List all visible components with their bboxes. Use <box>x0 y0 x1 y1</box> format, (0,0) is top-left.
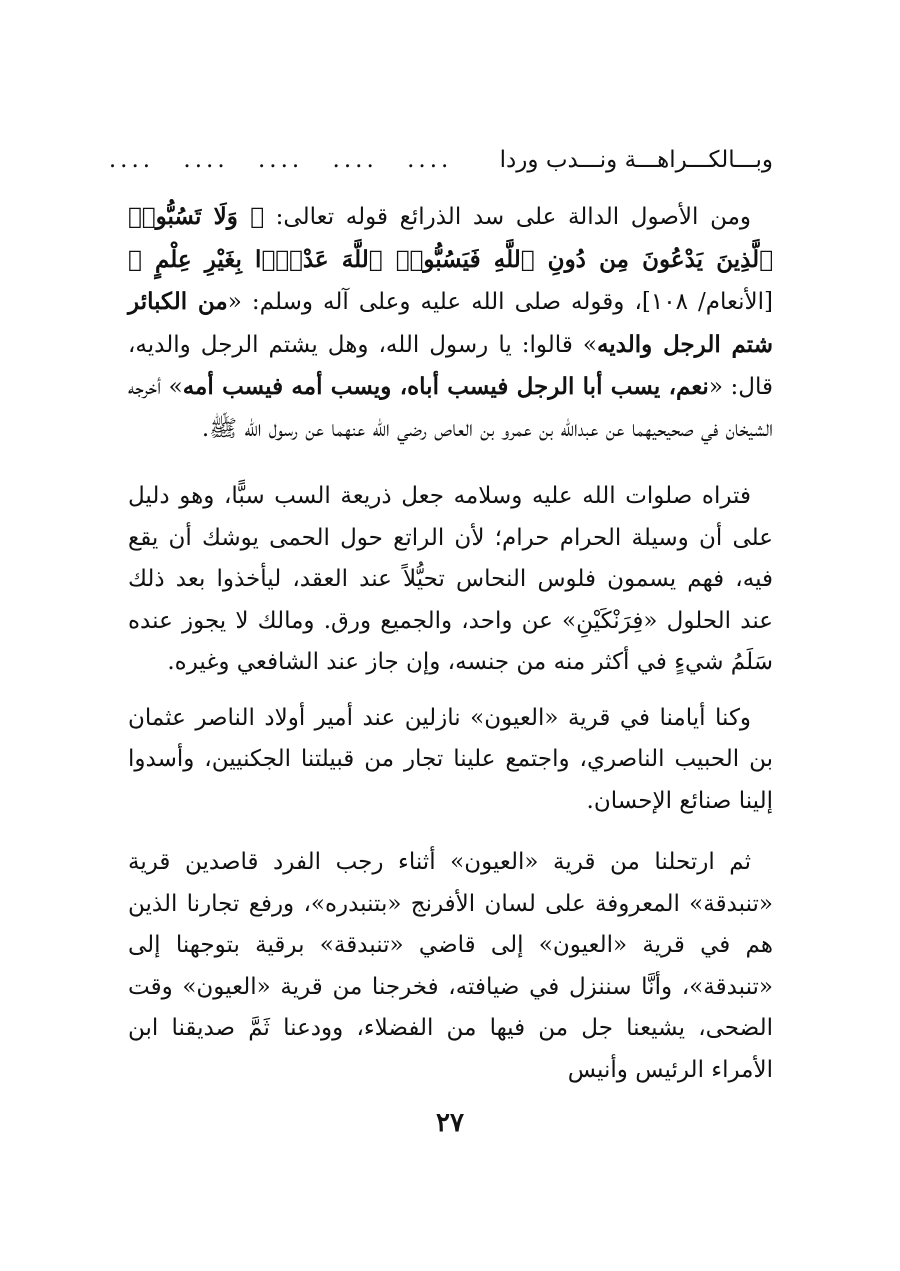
body-text <box>128 196 773 1091</box>
paragraph-4: ثم ارتحلنا من قرية «العيون» أثناء رجب الفرد قاصدين قرية «تنبدقة» المعروفة على لسان الأفرنج «بتنبدره»، ورفع تجارنا الذين هم في قرية «العيون» إلى قاضي «تنبدقة» برقية بتوجهنا إلى «تنبدقة»، وأنَّا سننزل في ضيافته، فخرجنا من قرية «العيون» وقت الضحى، يشيعنا جل من فيها من الفضلاء، وودعنا ثَمَّ صديقنا ابن الأمراء الرئيس وأنيس <box>128 849 773 1083</box>
verse-text: وبـــالكـــراهـــة ونـــدب وردا <box>499 147 773 173</box>
dots: .... <box>183 147 229 173</box>
hadith-bold: نعم، يسب أبا الرجل فيسب أباه، ويسب أمه فيسب أمه <box>182 373 709 400</box>
paragraph-2: فتراه صلوات الله عليه وسلامه جعل ذريعة السب سبًّا، وهو دليل على أن وسيلة الحرام حرام؛ لأن الراتع حول الحمى يوشك أن يقع فيه، فهم يسمون فلوس النحاس تحيُّلاً عند العقد، ليأخذوا بعد ذلك عند الحلول «فِرَنْكَيْنِ» عن واحد، والجميع ورق. ومالك لا يجوز عنده سَلَمُ شيءٍ في أكثر منه من جنسه، وإن جاز عند الشافعي وغيره. <box>128 483 773 675</box>
verse-line <box>108 142 773 178</box>
hadith-bold: من الكبائر شتم الرجل والديه <box>128 288 773 358</box>
dots: .... <box>332 147 378 173</box>
dots: .... <box>108 147 155 173</box>
page-number: ٢٧ <box>436 1108 464 1138</box>
quran-verse: ﴿ وَلَا تَسُبُّوا۟ ٱلَّذِينَ يَدْعُونَ مِن دُونِ ٱللَّهِ فَيَسُبُّوا۟ ٱللَّهَ عَدْوًۢا بِغَيْرِ عِلْمٍ ﴾ <box>128 203 773 273</box>
dots: .... <box>407 147 453 173</box>
verse-dots <box>91 142 453 178</box>
paragraph-1: ومن الأصول الدالة على سد الذرائع قوله تعالى: ﴿ وَلَا تَسُبُّوا۟ ٱلَّذِينَ يَدْعُونَ مِن دُونِ ٱللَّهِ فَيَسُبُّوا۟ ٱللَّهَ عَدْوًۢا بِغَيْرِ عِلْمٍ ﴾ [الأنعام/ ١٠٨]، وقوله صلى الله عليه وعلى آله وسلم: «من الكبائر شتم الرجل والديه» قالوا: يا رسول الله، وهل يشتم الرجل والديه، قال: «نعم، يسب أبا الرجل فيسب أباه، ويسب أمه فيسب أمه» أخرجه الشيخان في صحيحيهما عن عبدالله بن عمرو بن العاص رضي الله عنهما عن رسول الله ﷺ. <box>128 203 773 442</box>
paragraph-3: وكنا أيامنا في قرية «العيون» نازلين عند أمير أولاد الناصر عثمان بن الحبيب الناصري، واجتمع علينا تجار من قبيلتنا الجكنيين، وأسدوا إلينا صنائع الإحسان. <box>128 704 773 814</box>
dots: .... <box>257 147 304 173</box>
